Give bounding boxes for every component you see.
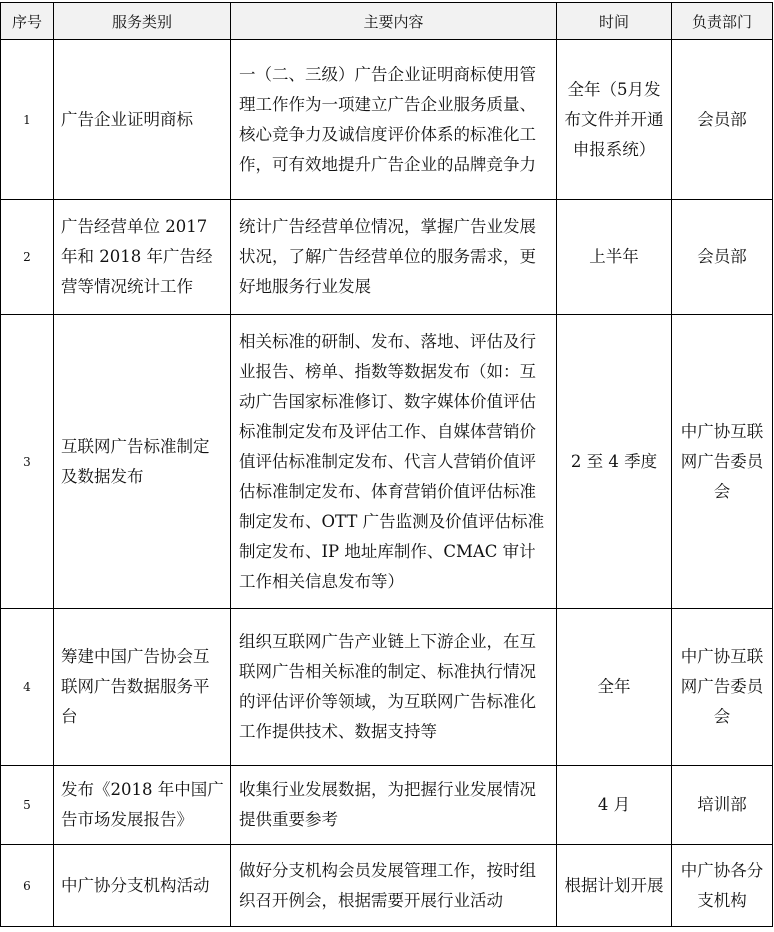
table-row (1, 315, 773, 609)
department-cell: 中广协互联网广告委员会 (672, 609, 773, 766)
table-row (1, 609, 773, 766)
main-content: 收集行业发展数据，为把握行业发展情况提供重要参考 (231, 766, 557, 845)
table-row (1, 40, 773, 200)
header-category: 服务类别 (54, 3, 231, 40)
header-content: 主要内容 (231, 3, 557, 40)
time-cell: 2 至 4 季度 (557, 315, 672, 609)
row-number: 3 (1, 315, 54, 609)
main-content: 做好分支机构会员发展管理工作，按时组织召开例会，根据需要开展行业活动 (231, 845, 557, 927)
row-number: 2 (1, 200, 54, 315)
time-cell: 4 月 (557, 766, 672, 845)
main-content: 一（二、三级）广告企业证明商标使用管理工作作为一项建立广告企业服务质量、核心竞争力及诚信度评价体系的标准化工作，可有效地提升广告企业的品牌竞争力 (231, 40, 557, 200)
department-cell: 中广协各分支机构 (672, 845, 773, 927)
row-number: 4 (1, 609, 54, 766)
time-cell: 全年（5月发布文件并开通申报系统） (557, 40, 672, 200)
service-category: 互联网广告标准制定及数据发布 (54, 315, 231, 609)
header-row (1, 3, 773, 40)
service-category: 发布《2018 年中国广告市场发展报告》 (54, 766, 231, 845)
service-category: 中广协分支机构活动 (54, 845, 231, 927)
table-row (1, 766, 773, 845)
table-row (1, 845, 773, 927)
main-content: 相关标准的研制、发布、落地、评估及行业报告、榜单、指数等数据发布（如：互动广告国家标准修订、数字媒体价值评估标准制定发布及评估工作、自媒体营销价值评估标准制定发布、代言人营销价值评估标准制定发布、体育营销价值评估标准制定发布、OTT 广告监测及价值评估标准制定发布、IP 地址库制作、CMAC 审计工作相关信息发布等） (231, 315, 557, 609)
time-cell: 上半年 (557, 200, 672, 315)
time-cell: 全年 (557, 609, 672, 766)
row-number: 5 (1, 766, 54, 845)
time-cell: 根据计划开展 (557, 845, 672, 927)
department-cell: 培训部 (672, 766, 773, 845)
header-dept: 负责部门 (672, 3, 773, 40)
row-number: 1 (1, 40, 54, 200)
department-cell: 中广协互联网广告委员会 (672, 315, 773, 609)
main-content: 统计广告经营单位情况，掌握广告业发展状况，了解广告经营单位的服务需求，更好地服务行业发展 (231, 200, 557, 315)
table-row (1, 200, 773, 315)
row-number: 6 (1, 845, 54, 927)
header-no: 序号 (1, 3, 54, 40)
main-content: 组织互联网广告产业链上下游企业，在互联网广告相关标准的制定、标准执行情况的评估评价等领域，为互联网广告标准化工作提供技术、数据支持等 (231, 609, 557, 766)
service-category: 筹建中国广告协会互联网广告数据服务平台 (54, 609, 231, 766)
department-cell: 会员部 (672, 40, 773, 200)
header-time: 时间 (557, 3, 672, 40)
service-table (0, 2, 773, 927)
service-category: 广告企业证明商标 (54, 40, 231, 200)
service-category: 广告经营单位 2017 年和 2018 年广告经营等情况统计工作 (54, 200, 231, 315)
department-cell: 会员部 (672, 200, 773, 315)
